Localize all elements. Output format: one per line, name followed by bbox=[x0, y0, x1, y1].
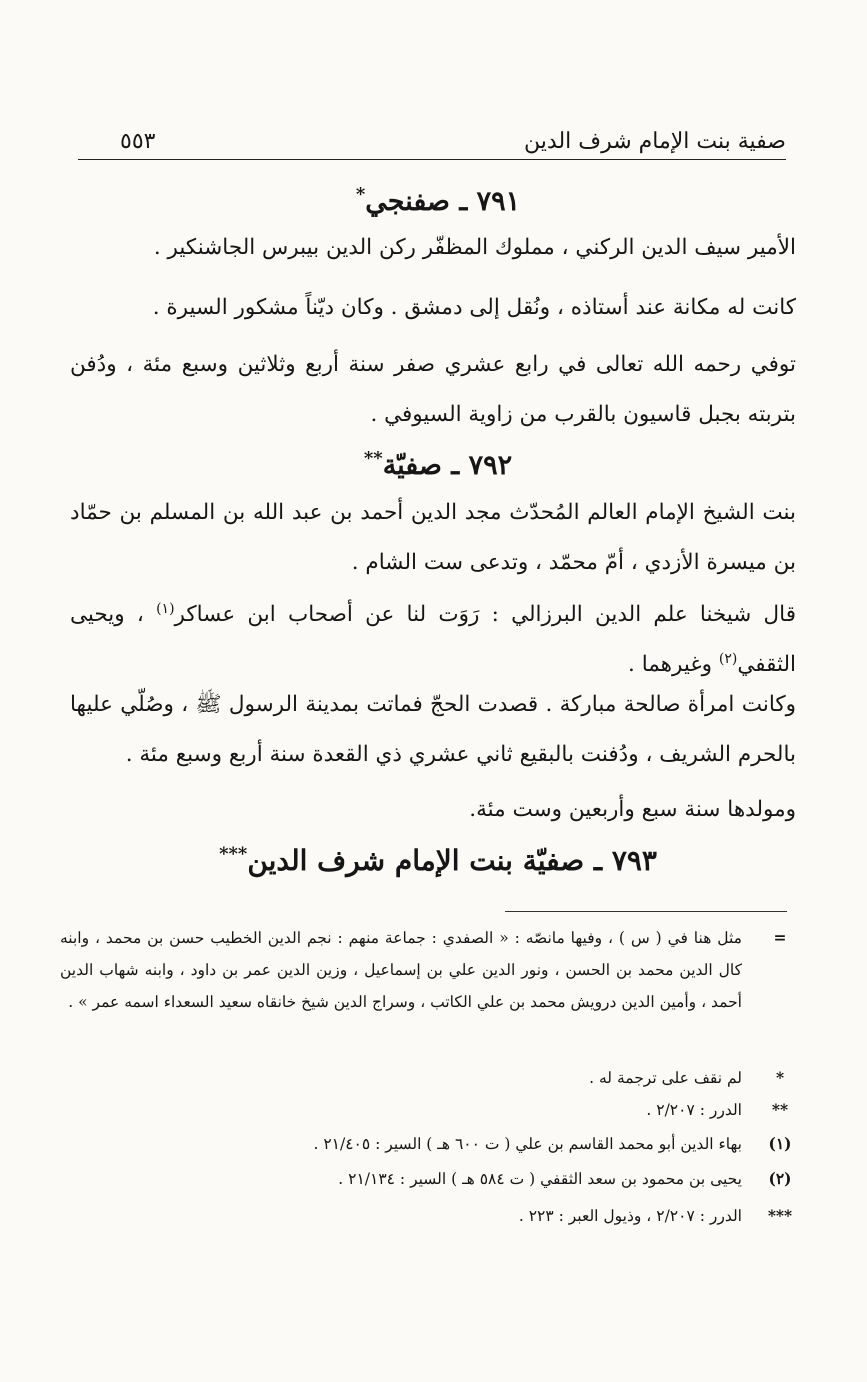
footnote-separator bbox=[505, 911, 787, 912]
footnote-marker: (١) bbox=[768, 1134, 792, 1153]
page-number: ٥٥٣ bbox=[120, 129, 156, 154]
paragraph-text: ، ويحيى الثقفي bbox=[70, 602, 796, 677]
footnote bbox=[60, 1200, 800, 1232]
paragraph bbox=[70, 590, 796, 690]
paragraph: ومولدها سنة سبع وأربعين وست مئة. bbox=[469, 797, 796, 822]
footnote-marker: *** bbox=[767, 1206, 793, 1225]
entry-title-791 bbox=[78, 182, 798, 222]
paragraph-text: وغيرهما . bbox=[628, 652, 719, 677]
footnote bbox=[60, 1062, 800, 1094]
footnote-ref: *** bbox=[219, 843, 248, 865]
footnote-text: بهاء الدين أبو محمد القاسم بن علي ( ت ٦٠٠ هـ ) السير : ٢١/٤٠٥ . bbox=[313, 1135, 742, 1153]
footnote-ref: (٢) bbox=[718, 650, 738, 667]
footnote-text: مثل هنا في ( س ) ، وفيها مانصّه : « الصفدي : جماعة منهم : نجم الدين الخطيب حسن بن محمد ، وابنه كال الدين محمد بن الحسن ، ونور الدين علي بن إسماعيل ، وزين الدين عمر بن داود ، وابنه شهاب الدين أحمد ، وأمين الدين درويش محمد بن علي الكاتب ، وسراج الدين شيخ خانقاه سعيد السعداء اسمه عمر » . bbox=[60, 929, 742, 1011]
footnote bbox=[60, 1163, 800, 1195]
footnote bbox=[60, 1094, 800, 1126]
entry-title-text: ٧٩٢ ـ صفيّة bbox=[382, 450, 513, 481]
entry-title-793 bbox=[78, 841, 798, 881]
footnote-marker: * bbox=[775, 1068, 785, 1087]
footnote-ref: (١) bbox=[156, 600, 175, 617]
footnote bbox=[60, 922, 800, 1052]
entry-title-text: ٧٩٣ ـ صفيّة بنت الإمام شرف الدين bbox=[247, 844, 657, 877]
page-header bbox=[78, 124, 786, 160]
paragraph: توفي رحمه الله تعالى في رابع عشري صفر سنة أربع وثلاثين وسبع مئة ، ودُفن بتربته بجبل قاسيون بالقرب من زاوية السيوفي . bbox=[70, 352, 796, 427]
paragraph: كانت له مكانة عند أستاذه ، ونُقل إلى دمشق . وكان ديّناً مشكور السيرة . bbox=[152, 295, 796, 320]
entry-title-792 bbox=[78, 446, 798, 486]
footnote-text: الدرر : ٢/٢٠٧ ، وذيول العبر : ٢٢٣ . bbox=[518, 1207, 742, 1225]
running-title: صفية بنت الإمام شرف الدين bbox=[524, 129, 786, 154]
paragraph: بنت الشيخ الإمام العالم المُحدّث مجد الدين أحمد بن عبد الله بن المسلم بن حمّاد بن ميسرة الأزدي ، أمّ محمّد ، وتدعى ست الشام . bbox=[70, 500, 796, 575]
footnote-marker: = bbox=[773, 928, 787, 947]
footnote-ref: ** bbox=[363, 448, 383, 469]
entry-title-text: ٧٩١ ـ صفنجي bbox=[365, 186, 521, 217]
footnote-ref: * bbox=[355, 184, 366, 205]
footnote-text: الدرر : ٢/٢٠٧ . bbox=[646, 1101, 742, 1119]
footnote-marker: (٢) bbox=[768, 1169, 792, 1188]
footnote bbox=[60, 1128, 800, 1160]
paragraph-text: قال شيخنا علم الدين البرزالي : رَوَت لنا عن أصحاب ابن عساكر bbox=[174, 602, 796, 627]
footnote-text: لم نقف على ترجمة له . bbox=[589, 1069, 742, 1087]
paragraph: الأمير سيف الدين الركني ، مملوك المظفّر ركن الدين بيبرس الجاشنكير . bbox=[153, 235, 796, 260]
paragraph: وكانت امرأة صالحة مباركة . قصدت الحجّ فماتت بمدينة الرسول ﷺ ، وصُلّي عليها بالحرم الشريف ، ودُفنت بالبقيع ثاني عشري ذي القعدة سنة أربع وسبع مئة . bbox=[70, 692, 796, 767]
footnote-text: يحيى بن محمود بن سعد الثقفي ( ت ٥٨٤ هـ ) السير : ٢١/١٣٤ . bbox=[338, 1170, 742, 1188]
header-rule bbox=[78, 159, 786, 160]
footnote-marker: ** bbox=[771, 1100, 789, 1119]
